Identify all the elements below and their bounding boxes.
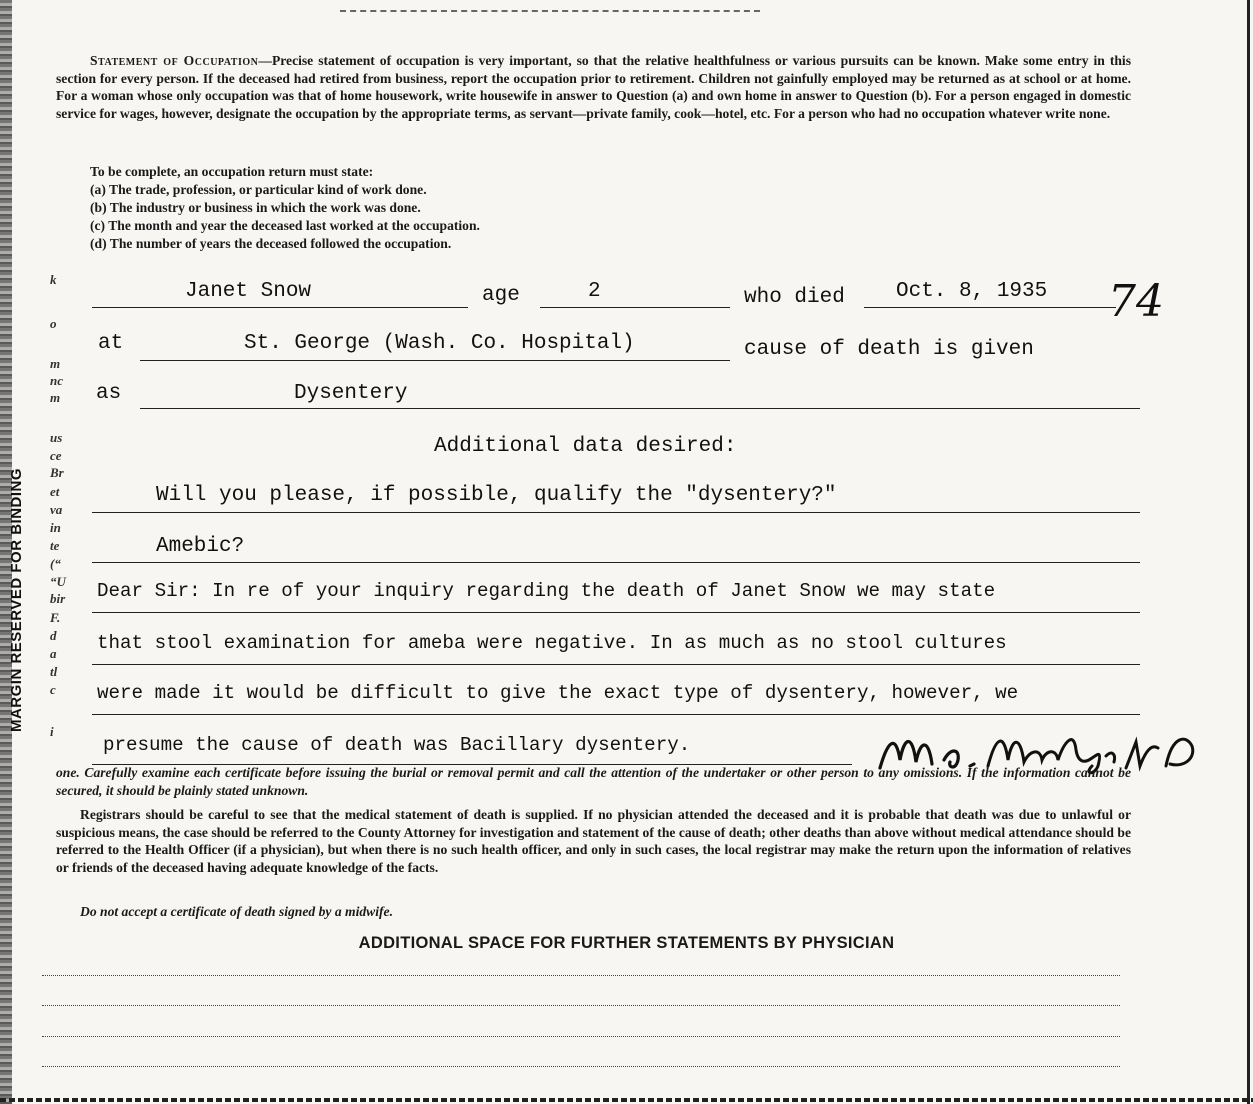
margin-fragment: o: [50, 316, 57, 331]
instructions-paragraph-1: one. Carefully examine each certificate before issuing the burial or removal permit and call the attention of the undertaker or other person to any omissions. If the information cannot be secured, it should be plainly stated unknown.: [56, 765, 1131, 798]
reply-line-1: Dear Sir: In re of your inquiry regarding the death of Janet Snow we may state: [97, 580, 996, 602]
occupation-item-a: (a) The trade, profession, or particular kind of work done.: [90, 182, 427, 197]
reply-line-4: presume the cause of death was Bacillary dysentery.: [103, 734, 691, 756]
margin-fragment: tl: [50, 664, 58, 679]
cause-of-death: Dysentery: [294, 382, 408, 405]
at-label: at: [98, 332, 124, 355]
margin-fragment: Br: [50, 465, 64, 480]
name-underline: [92, 307, 468, 308]
cause-underline: [140, 408, 1140, 409]
margin-fragment: te: [50, 538, 60, 553]
reply-line-3: were made it would be difficult to give the exact type of dysentery, however, we: [97, 682, 1019, 704]
deceased-name: Janet Snow: [185, 280, 312, 303]
cause-label: cause of death is given: [744, 338, 1034, 361]
margin-fragment: m: [50, 390, 61, 405]
age-underline: [540, 307, 730, 308]
margin-fragment: c: [50, 682, 56, 697]
margin-fragment: va: [50, 502, 63, 517]
reply1-underline: [92, 612, 1140, 613]
instructions-paragraph-2: Registrars should be careful to see that the medical statement of death is supplied. If no physician attended the deceased and it is probable that death was due to unlawful or suspicious means, the case should be referred to the County Attorney for investigation and statement of the cause of death; other deaths than above without medical attendance should be referred to the Health Officer (if a physician), but when there is no such health officer, and only in such cases, the local registrar may make the return upon the information of relatives or friends of the deceased having adequate knowledge of the facts.: [56, 807, 1131, 875]
margin-fragment: m: [50, 356, 61, 371]
occupation-item-d: (d) The number of years the deceased followed the occupation.: [90, 236, 452, 251]
age-value: 2: [588, 280, 601, 303]
question1-underline: [92, 512, 1140, 513]
margin-fragment: i: [50, 724, 54, 739]
place-of-death: St. George (Wash. Co. Hospital): [244, 332, 635, 355]
signature-text: M. E. Moody M.D.: [1200, 778, 1208, 779]
instructions-paragraph-3: Do not accept a certificate of death signed by a midwife.: [80, 904, 393, 919]
margin-fragment: k: [50, 272, 57, 287]
occupation-item-c: (c) The month and year the deceased last worked at the occupation.: [90, 218, 480, 233]
occupation-title: Statement of Occupation: [90, 53, 259, 68]
occupation-intro: To be complete, an occupation return must state:: [90, 164, 374, 179]
blank-line: [42, 1066, 1120, 1067]
binding-margin-label: MARGIN RESERVED FOR BINDING: [8, 467, 25, 733]
margin-fragment: us: [50, 430, 63, 445]
blank-line: [42, 1005, 1120, 1006]
death-date: Oct. 8, 1935: [896, 280, 1048, 303]
margin-fragment: nc: [50, 373, 63, 388]
place-underline: [140, 360, 730, 361]
margin-fragment: bir: [50, 591, 66, 606]
reply-line-2: that stool examination for ameba were negative. In as much as no stool cultures: [97, 632, 1007, 654]
blank-line: [42, 975, 1120, 976]
question-amebic: Amebic?: [156, 535, 245, 558]
margin-fragment: et: [50, 484, 60, 499]
died-label: who died: [744, 286, 845, 309]
question2-underline: [92, 562, 1140, 563]
age-label: age: [482, 284, 520, 307]
margin-fragment: “U: [50, 574, 66, 589]
margin-fragment: ce: [50, 448, 62, 463]
margin-fragment: (“: [50, 556, 61, 571]
blank-line: [42, 1036, 1120, 1037]
reply2-underline: [92, 664, 1140, 665]
margin-fragment: F.: [50, 610, 61, 625]
bottom-border: [0, 1098, 1253, 1102]
margin-fragment: a: [50, 646, 57, 661]
additional-space-heading: ADDITIONAL SPACE FOR FURTHER STATEMENTS BY PHYSICIAN: [358, 934, 895, 952]
margin-fragment: in: [50, 520, 61, 535]
occupation-statement: [56, 52, 1131, 122]
top-border-fragment: [340, 10, 760, 12]
occupation-paragraph: —Precise statement of occupation is very important, so that the relative healthfulness or various pursuits can be known. Make some entry in this section for every person. If the deceased had retired from business, report the occupation prior to retirement. Children not gainfully employed may be returned as at school or at home. For a woman whose only occupation was that of home housework, write housewife in answer to Question (a) and own home in answer to Question (b). For a person engaged in domestic service for wages, however, designate the occupation by the appropriate terms, as servant—private family, cook—hotel, etc. For a person who had no occupation whatever write none.: [56, 53, 1131, 121]
date-underline: [864, 307, 1116, 308]
additional-data-label: Additional data desired:: [434, 435, 737, 458]
reply3-underline: [92, 714, 1140, 715]
as-label: as: [96, 382, 122, 405]
margin-fragment: d: [50, 628, 57, 643]
question-qualify: Will you please, if possible, qualify the "dysentery?": [156, 484, 837, 507]
handwritten-annotation: 74: [1108, 276, 1164, 327]
occupation-item-b: (b) The industry or business in which the work was done.: [90, 200, 421, 215]
